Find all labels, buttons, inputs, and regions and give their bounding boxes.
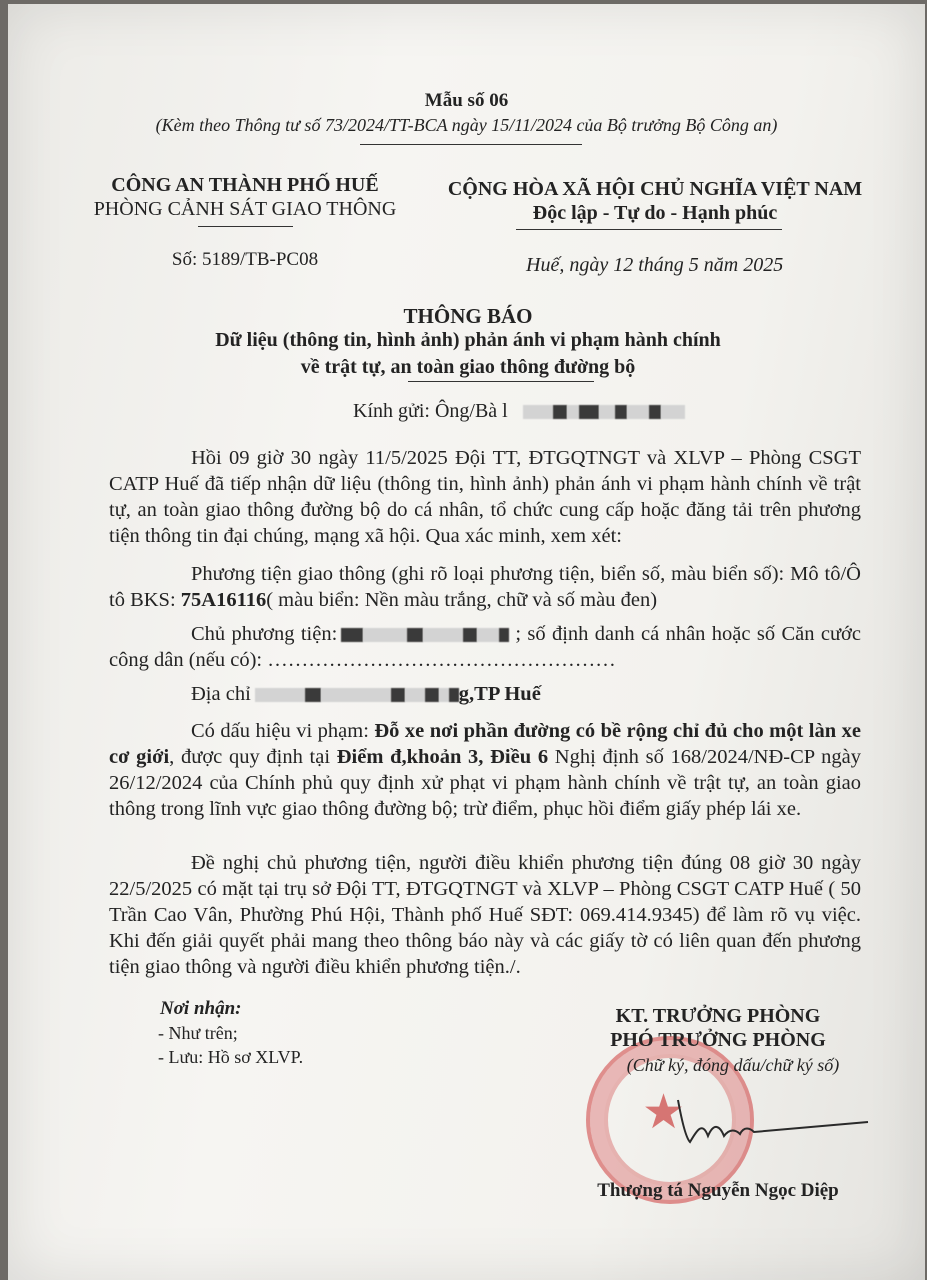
body-paragraph-violation bbox=[109, 718, 861, 822]
address-label: Địa chỉ bbox=[191, 683, 251, 705]
body-paragraph-address bbox=[109, 681, 861, 707]
signer-name: Thượng tá Nguyễn Ngọc Diệp bbox=[597, 1180, 839, 1201]
handwritten-signature bbox=[668, 1092, 878, 1152]
signature-title-1: KT. TRƯỞNG PHÒNG bbox=[615, 1005, 821, 1027]
recipients-item-2: - Lưu: Hồ sơ XLVP. bbox=[158, 1047, 304, 1067]
agency-name: CÔNG AN THÀNH PHỐ HUẾ bbox=[111, 174, 379, 196]
vehicle-suffix: ( màu biển: Nền màu trắng, chữ và số màu đen) bbox=[266, 589, 658, 611]
recipient-line bbox=[353, 400, 685, 423]
agency-divider bbox=[198, 226, 293, 227]
document-page bbox=[8, 4, 925, 1280]
place-date: Huế, ngày 12 tháng 5 năm 2025 bbox=[526, 254, 784, 276]
violation-connector: , được quy định tại bbox=[169, 746, 337, 768]
body-paragraph-owner bbox=[109, 621, 861, 673]
redacted-address bbox=[255, 688, 305, 702]
body-paragraph-vehicle bbox=[109, 561, 861, 613]
signature-note: (Chữ ký, đóng dấu/chữ ký số) bbox=[626, 1055, 840, 1075]
body-paragraph-intake: Hồi 09 giờ 30 ngày 11/5/2025 Đội TT, ĐTGQTNGT và XLVP – Phòng CSGT CATP Huế đã tiếp nhận dữ liệu (thông tin, hình ảnh) phản ánh vi phạm hành chính về trật tự, an toàn giao thông đường bộ do cá nhân, tổ chức cung cấp hoặc đăng tải trên phương tiện thông tin đại chúng, mạng xã hội. Qua xác minh, xem xét: bbox=[109, 447, 861, 547]
national-motto: Độc lập - Tự do - Hạnh phúc bbox=[532, 202, 778, 224]
signature-title-2: PHÓ TRƯỞNG PHÒNG bbox=[610, 1029, 826, 1051]
recipients-title: Nơi nhận: bbox=[160, 998, 242, 1019]
recipients-item-1: - Như trên; bbox=[158, 1023, 238, 1043]
address-city: g,TP Huế bbox=[458, 683, 541, 705]
body-paragraph-request: Đề nghị chủ phương tiện, người điều khiển phương tiện đúng 08 giờ 30 ngày 22/5/2025 có mặt tại trụ sở Đội TT, ĐTGQTNGT và XLVP – Phòng CSGT CATP Huế ( 50 Trần Cao Vân, Phường Phú Hội, Thành phố Huế SĐT: 069.414.9345) để làm rõ vụ việc. Khi đến giải quyết phải mang theo thông báo này và các giấy tờ có liên quan đến phương tiện giao thông và người điều khiển phương tiện./. bbox=[109, 852, 861, 978]
recipient-label: Kính gửi: Ông/Bà l bbox=[353, 400, 508, 422]
violation-description: Đỗ xe nơi phần đường có bề rộng chỉ đủ cho một làn xe cơ giới bbox=[109, 720, 861, 768]
owner-label: Chủ phương tiện: bbox=[191, 623, 338, 645]
title-underline bbox=[408, 381, 594, 382]
owner-suffix: ; số định danh cá nhân hoặc số Căn cước công dân (nếu có): …………………………………………… bbox=[109, 623, 861, 671]
motto-underline bbox=[516, 229, 782, 230]
document-subtitle-2: về trật tự, an toàn giao thông đường bộ bbox=[300, 356, 636, 378]
form-reference: (Kèm theo Thông tư số 73/2024/TT-BCA ngày 15/11/2024 của Bộ trưởng Bộ Công an) bbox=[155, 115, 778, 135]
violation-label: Có dấu hiệu vi phạm: bbox=[191, 720, 375, 742]
country-name: CỘNG HÒA XÃ HỘI CHỦ NGHĨA VIỆT NAM bbox=[447, 178, 863, 200]
reference-divider bbox=[360, 144, 582, 145]
document-subtitle-1: Dữ liệu (thông tin, hình ảnh) phản ánh vi phạm hành chính bbox=[215, 329, 721, 351]
violation-article: Điểm đ,khoản 3, Điều 6 bbox=[336, 746, 549, 768]
license-plate: 75A16116 bbox=[180, 589, 267, 611]
seal-star-icon: ★ bbox=[642, 1086, 686, 1139]
document-title: THÔNG BÁO bbox=[403, 304, 533, 328]
document-number: Số: 5189/TB-PC08 bbox=[171, 249, 319, 270]
form-number: Mẫu số 06 bbox=[424, 90, 509, 111]
redacted-owner bbox=[341, 628, 363, 642]
department-name: PHÒNG CẢNH SÁT GIAO THÔNG bbox=[93, 198, 397, 220]
redacted-name bbox=[523, 405, 553, 419]
violation-regulation: Nghị định số 168/2024/NĐ-CP ngày 26/12/2024 của Chính phủ quy định xử phạt vi phạm hành chính về trật tự, an toàn giao thông trong lĩnh vực giao thông đường bộ; trừ điểm, phục hồi điểm giấy phép lái xe. bbox=[109, 746, 861, 820]
vehicle-prefix: Phương tiện giao thông (ghi rõ loại phương tiện, biển số, màu biển số): Mô tô/Ô tô BKS: bbox=[109, 563, 861, 611]
